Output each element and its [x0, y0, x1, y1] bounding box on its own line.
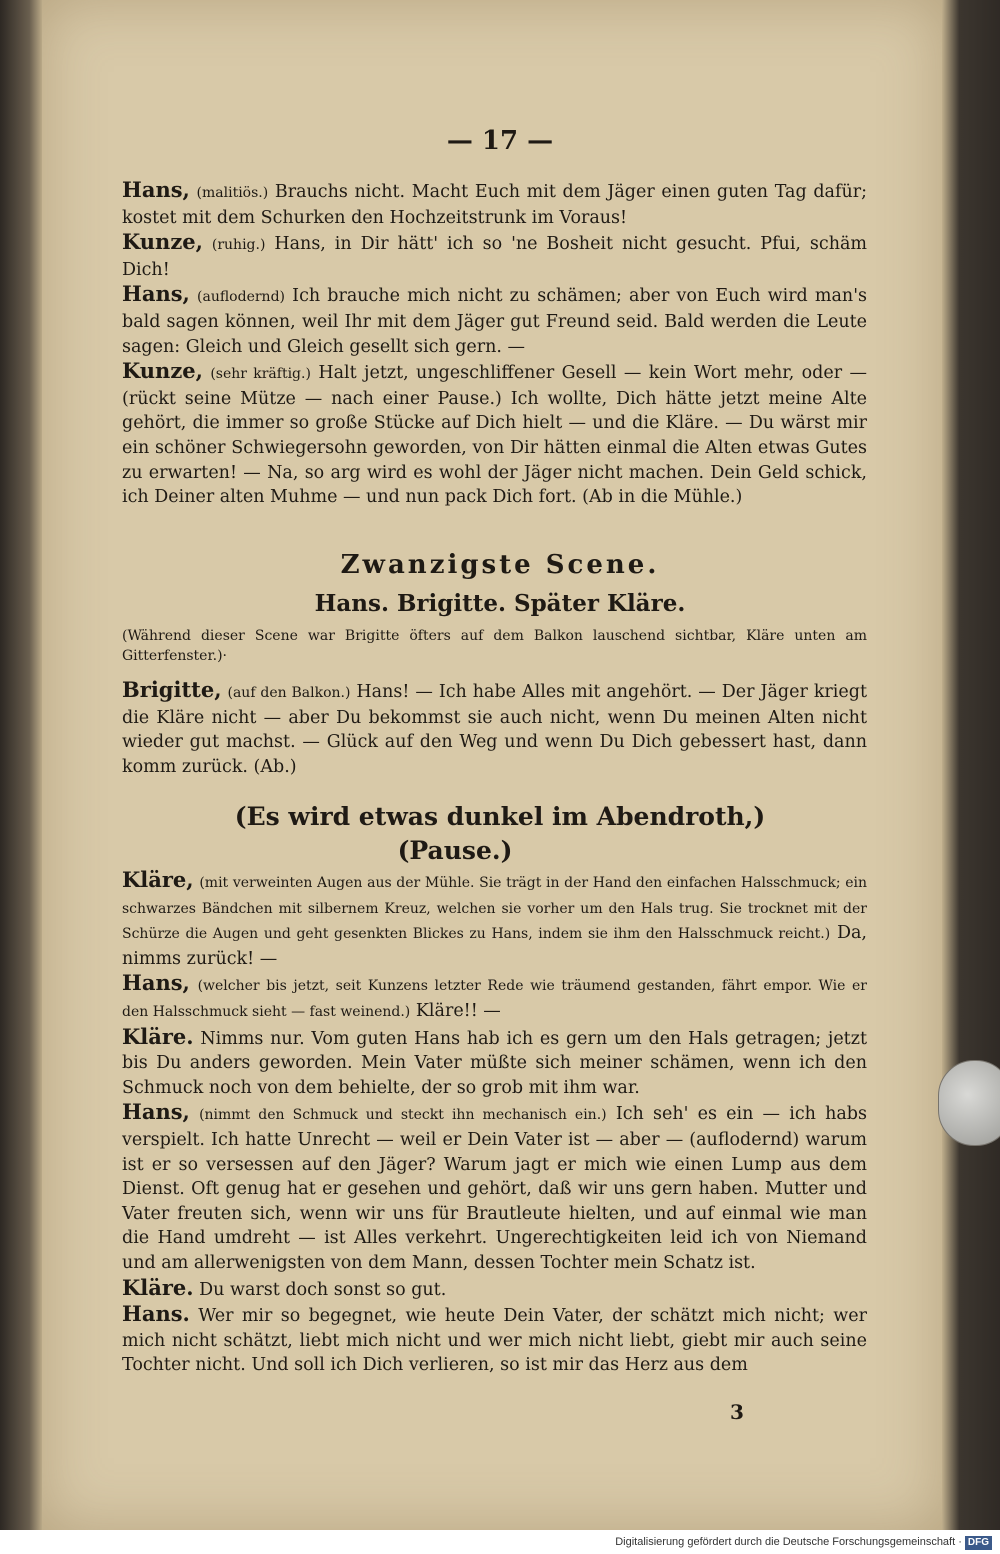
stage-direction: (mit verweinten Augen aus der Mühle. Sie trägt in der Hand den einfachen Halsschmuck; ein schwarzes Bändchen mit silbernem Kreuz, welchen sie vorher um den Hals trug. Sie trocknet mit der Schürze die Augen und geht gesenkten Blickes zu Hans, indem sie ihm den Halsschmuck reicht.): [122, 875, 867, 943]
speaker-name: Kläre.: [122, 1274, 194, 1300]
speaker-name: Kläre.: [122, 1023, 194, 1049]
stage-direction: (auf den Balkon.): [227, 685, 351, 701]
footer-text: Digitalisierung gefördert durch die Deutsche Forschungsgemeinschaft ·: [615, 1536, 962, 1548]
stage-note-dark: (Es wird etwas dunkel im Abendroth,): [234, 802, 766, 831]
stage-note-pause: (Pause.): [397, 836, 513, 865]
speaker-name: Kläre,: [122, 867, 194, 892]
footer-credit: [0, 1530, 1000, 1554]
stage-direction: (nimmt den Schmuck und steckt ihn mechanisch ein.): [199, 1107, 607, 1124]
speaker-name: Hans,: [122, 1099, 190, 1125]
speech-paragraph: [122, 1302, 867, 1378]
speech-paragraph: [122, 359, 867, 510]
scene-title: Zwanzigste Scene.: [340, 550, 660, 580]
speech-paragraph: [122, 1025, 867, 1101]
speech-paragraph: [122, 178, 867, 230]
page-number: — 17 —: [446, 126, 554, 156]
speech-text: Brauchs nicht. Macht Euch mit dem Jäger einen guten Tag dafür; kostet mit dem Schurken den Hochzeitstrunk im Voraus!: [122, 182, 867, 228]
dialogue-block-1: [122, 178, 867, 510]
stage-direction: (auflodernd): [197, 289, 285, 306]
speech-text: Ich brauche mich nicht zu schämen; aber von Euch wird man's bald sagen können, weil Ihr mit dem Jäger gut Freund seid. Bald werden die Leute sagen: Gleich und Gleich gesellt sich gern. —: [122, 286, 867, 357]
page-edge: [942, 0, 1000, 1530]
speech-text: Kläre!! —: [415, 1000, 501, 1021]
stage-direction: (sehr kräftig.): [210, 366, 311, 383]
signature-mark: 3: [730, 1400, 744, 1424]
speech-text: Hans, in Dir hätt' ich so 'ne Bosheit nicht gesucht. Pfui, schäm Dich!: [122, 234, 867, 280]
dfg-logo: DFG: [965, 1536, 992, 1550]
speaker-name: Brigitte,: [122, 677, 222, 702]
speaker-name: Hans,: [122, 177, 190, 202]
speech-text: Wer mir so begegnet, wie heute Dein Vater, der schätzt mich nicht; wer mich nicht schätzt, liebt mich nicht und wer mich nicht liebt, giebt mir auch seine Tochter nicht. Und soll ich Dich verlieren, so ist mir das Herz aus dem: [122, 1306, 867, 1376]
speech-text: Du warst doch sonst so gut.: [199, 1279, 447, 1300]
speaker-name: Hans.: [122, 1301, 190, 1327]
dialogue-block-3: [122, 868, 867, 1378]
speech-text: Da, nimms zurück! —: [122, 923, 867, 969]
stage-direction: (malitiös.): [196, 185, 269, 201]
speech-paragraph: [122, 230, 867, 282]
scene-direction: (Während dieser Scene war Brigitte öfters auf dem Balkon lauschend sichtbar, Kläre unten am Gitterfenster.)·: [122, 628, 867, 664]
speech-text: Nimms nur. Vom guten Hans hab ich es gern um den Hals getragen; jetzt bis Du anders geworden. Mein Vater müßte sich meiner schämen, wenn ich den Schmuck noch von dem behielte, der so grob mit ihm war.: [122, 1028, 867, 1098]
scene-characters: Hans. Brigitte. Später Kläre.: [314, 590, 686, 617]
speaker-name: Kunze,: [122, 229, 203, 255]
speech-paragraph: [122, 971, 867, 1024]
book-spine: [0, 0, 42, 1530]
speech-paragraph: [122, 678, 867, 779]
stage-direction: (ruhig.): [211, 237, 266, 254]
speaker-name: Kunze,: [122, 358, 203, 384]
speech-paragraph: [122, 1276, 867, 1303]
speaker-name: Hans,: [122, 970, 190, 996]
speech-text: Ich seh' es ein — ich habs verspielt. Ich hatte Unrecht — weil er Dein Vater ist — aber — (auflodernd) warum ist er so versessen auf den Jäger? Warum jagt er mich wie einen Lump aus dem Dienst. Oft genug hat er gesehen und gehört, daß wir uns gern haben. Mutter und Vater freuten sich, wenn wir uns für Brautleute hielten, und auf einmal wie man die Hand umdreht — ist Alles verkehrt. Ungerechtigkeiten leid ich von Niemand und am allerwenigsten von dem Mann, dessen Tochter mein Schatz ist.: [122, 1104, 867, 1273]
stage-direction: (welcher bis jetzt, seit Kunzens letzter Rede wie träumend gestanden, fährt empor. Wie er den Halsschmuck sieht — fast weinend.): [122, 978, 867, 1020]
speech-text: Halt jetzt, ungeschliffener Gesell — kein Wort mehr, oder — (rückt seine Mütze — nach einer Pause.) Ich wollte, Dich hätte jetzt meine Alte gehört, die immer so große Stücke auf Dich hielt — und die Kläre. — Du wärst mir ein schöner Schwiegersohn geworden, von Dir hätten einmal die Alten etwas Gutes zu erwarten! — Na, so arg wird es wohl der Jäger nicht machen. Dein Geld schick, ich Deiner alten Muhme — und nun pack Dich fort. (Ab in die Mühle.): [122, 363, 867, 508]
speech-paragraph: [122, 1100, 867, 1275]
dialogue-block-2: [122, 678, 867, 779]
page-tab-marker: [938, 1060, 1000, 1146]
speech-paragraph: [122, 282, 867, 359]
speaker-name: Hans,: [122, 281, 190, 307]
speech-paragraph: [122, 868, 867, 971]
speech-text: Hans! — Ich habe Alles mit angehört. — Der Jäger kriegt die Kläre nicht — aber Du bekommst sie auch nicht, wenn Du meinen Alten nicht wieder gut machst. — Glück auf den Weg und wenn Du Dich gebessert hast, dann komm zurück. (Ab.): [122, 682, 867, 777]
